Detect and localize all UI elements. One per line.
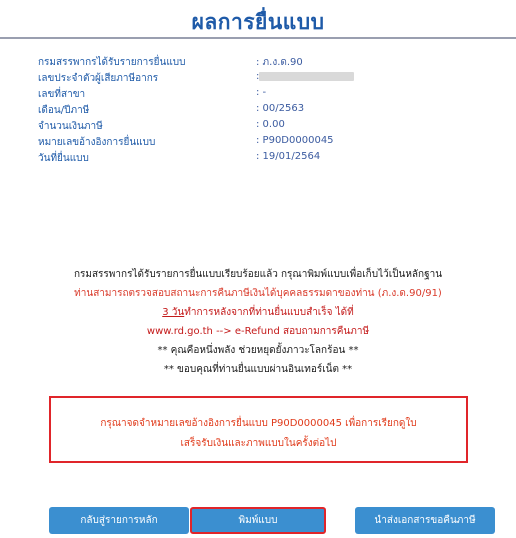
notice-received-text: กรมสรรพากรได้รับรายการยื่นแบบเรียบร้อยแล้ว กรุณาพิมพ์แบบเพื่อเก็บไว้เป็นหลักฐาน [73, 269, 443, 280]
info-row-tax-period [38, 103, 478, 119]
notice-days-underlined: 3 วัน [162, 307, 185, 318]
submission-info-table [38, 55, 478, 167]
info-value: : P90D0000045 [256, 135, 334, 146]
submit-refund-documents-button[interactable]: นำส่งเอกสารขอคืนภาษี [355, 507, 495, 534]
notice-refund-status-text: ท่านสามารถตรวจสอบสถานะการคืนภาษีเงินได้บุคคลธรรมดาของท่าน (ภ.ง.ด.90/91) [74, 288, 442, 299]
info-label: กรมสรรพากรได้รับรายการยื่นแบบ [38, 57, 186, 68]
info-row-submission-date [38, 151, 478, 167]
info-value: : - [256, 87, 267, 98]
info-label: เดือน/ปีภาษี [38, 105, 90, 116]
reminder-line: เสร็จรับเงินและภาพแบบในครั้งต่อไป [180, 438, 337, 449]
info-row-tax-amount [38, 119, 478, 135]
info-value [256, 71, 354, 82]
info-value: : ภ.ง.ด.90 [256, 57, 303, 68]
notice-refund-link-text: www.rd.go.th --> e-Refund สอบถามการคืนภาษี [146, 326, 370, 337]
notice-climate-slogan: ** คุณคือหนึ่งพลัง ช่วยหยุดยั้งภาวะโลกร้อน ** [157, 345, 359, 356]
print-form-button[interactable]: พิมพ์แบบ [190, 507, 326, 534]
back-to-main-button[interactable]: กลับสู่รายการหลัก [49, 507, 189, 534]
notice-days-text [0, 303, 516, 322]
success-notice [0, 265, 516, 379]
info-row-branch [38, 87, 478, 103]
info-value: : 0.00 [256, 119, 285, 130]
info-value: : 00/2563 [256, 103, 305, 114]
info-row-reference-number [38, 135, 478, 151]
info-row-form [38, 55, 478, 71]
info-label: เลขที่สาขา [38, 89, 86, 100]
info-label: วันที่ยื่นแบบ [38, 153, 89, 164]
taxpayer-id-colon: : [256, 71, 260, 82]
info-row-taxpayer-id [38, 71, 478, 87]
info-label: หมายเลขอ้างอิงการยื่นแบบ [38, 137, 156, 148]
reference-reminder-box [49, 396, 468, 463]
page-title: ผลการยื่นแบบ [191, 10, 325, 34]
info-label: เลขประจำตัวผู้เสียภาษีอากร [38, 73, 159, 84]
notice-days-rest: ทำการหลังจากที่ท่านยื่นแบบสำเร็จ ได้ที่ [184, 307, 354, 318]
info-value: : 19/01/2564 [256, 151, 321, 162]
reminder-line: กรุณาจดจำหมายเลขอ้างอิงการยื่นแบบ P90D0000045 เพื่อการเรียกดูใบ [100, 418, 417, 429]
notice-thanks: ** ขอบคุณที่ท่านยื่นแบบผ่านอินเทอร์เน็ต ** [163, 364, 353, 375]
reminder-text [51, 414, 466, 454]
header-divider [0, 37, 516, 39]
info-label: จำนวนเงินภาษี [38, 121, 103, 132]
redacted-taxpayer-id [259, 72, 354, 81]
